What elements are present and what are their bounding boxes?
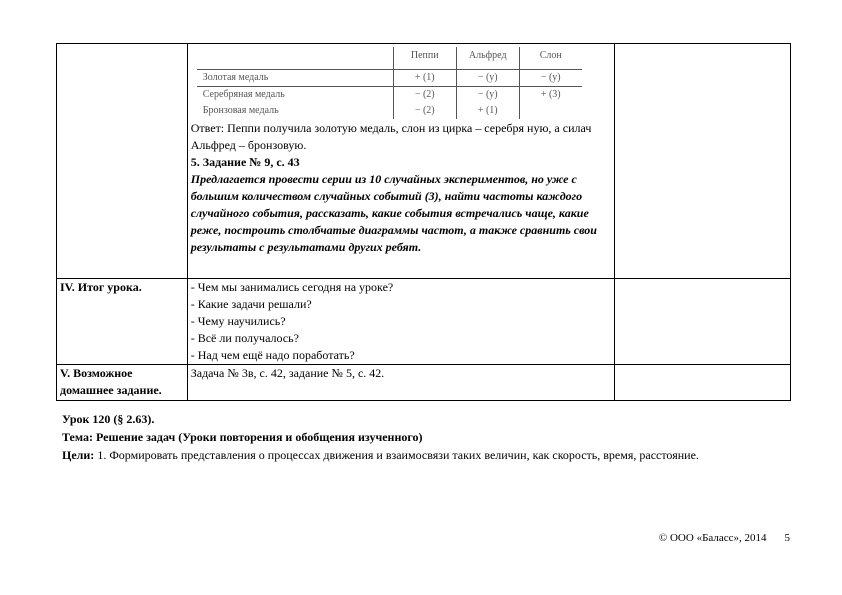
medal-value (519, 103, 582, 119)
medal-header-row (197, 47, 582, 70)
header-peppi: Пеппи (393, 47, 456, 70)
homework-text: Задача № 3в, с. 42, задание № 5, с. 42. (190, 366, 385, 380)
summary-question: - Какие задачи решали? (190, 297, 312, 311)
medal-value: − (2) (393, 103, 456, 119)
topic-text: Решение задач (Уроки повторения и обобщения изученного) (95, 430, 423, 444)
summary-question: - Всё ли получалось? (190, 331, 299, 345)
summary-question: - Над чем ещё надо поработать? (190, 348, 355, 362)
copyright: © ООО «Баласс», 2014 (658, 532, 767, 544)
table-row (57, 279, 791, 365)
header-alfred: Альфред (456, 47, 519, 70)
medal-name: Серебряная медаль (197, 87, 394, 104)
notes-cell (614, 365, 790, 401)
lesson-number: Урок 120 (§ 2.63). (62, 412, 155, 426)
medal-value: + (1) (393, 70, 456, 87)
notes-cell (614, 44, 790, 279)
medal-row (197, 70, 582, 87)
stage-title: V. Возможное домашнее задание. (60, 366, 162, 397)
content-cell (187, 279, 614, 365)
table-row (57, 44, 791, 279)
notes-cell (614, 279, 790, 365)
medal-name: Золотая медаль (197, 70, 394, 87)
stage-cell (57, 279, 188, 365)
medal-value: − (у) (519, 70, 582, 87)
lesson-goals (62, 446, 782, 464)
medal-value: − (у) (456, 70, 519, 87)
header-elephant: Слон (519, 47, 582, 70)
table-row (57, 365, 791, 401)
medal-row (197, 87, 582, 104)
medal-row (197, 103, 582, 119)
stage-title: IV. Итог урока. (60, 280, 142, 294)
page-footer (600, 532, 790, 544)
summary-question: - Чем мы занимались сегодня на уроке? (190, 280, 394, 294)
content-cell (187, 44, 614, 279)
lesson-plan-table (56, 43, 791, 401)
medal-value: + (3) (519, 87, 582, 104)
lesson-block (62, 410, 782, 464)
topic-label: Тема: (62, 430, 93, 444)
medal-value: − (у) (456, 87, 519, 104)
lesson-topic (62, 428, 782, 446)
medal-value: + (1) (456, 103, 519, 119)
stage-cell (57, 44, 188, 279)
summary-question: - Чему научились? (190, 314, 286, 328)
answer-text: Ответ: Пеппи получила золотую медаль, слон из цирка – серебря ную, а силач Альфред – бронзовую. (190, 121, 592, 152)
task-description: Предлагается провести серии из 10 случайных экспериментов, но уже с большим количеством случайных событий (3), найти частоты каждого случайного события, рассказать, какие события встречались чаще, какие реже, построить столбчатые диаграммы частот, а также сравнить свои результаты с результатами других ребят. (190, 172, 597, 254)
task-title: 5. Задание № 9, с. 43 (190, 155, 300, 169)
medal-table (197, 47, 582, 119)
content-cell (187, 365, 614, 401)
page-number: 5 (784, 532, 790, 544)
goals-text: 1. Формировать представления о процессах движения и взаимосвязи таких величин, как скорость, время, расстояние. (97, 448, 699, 462)
goals-label: Цели: (62, 448, 95, 462)
medal-value: − (2) (393, 87, 456, 104)
stage-cell (57, 365, 188, 401)
medal-name: Бронзовая медаль (202, 105, 279, 116)
